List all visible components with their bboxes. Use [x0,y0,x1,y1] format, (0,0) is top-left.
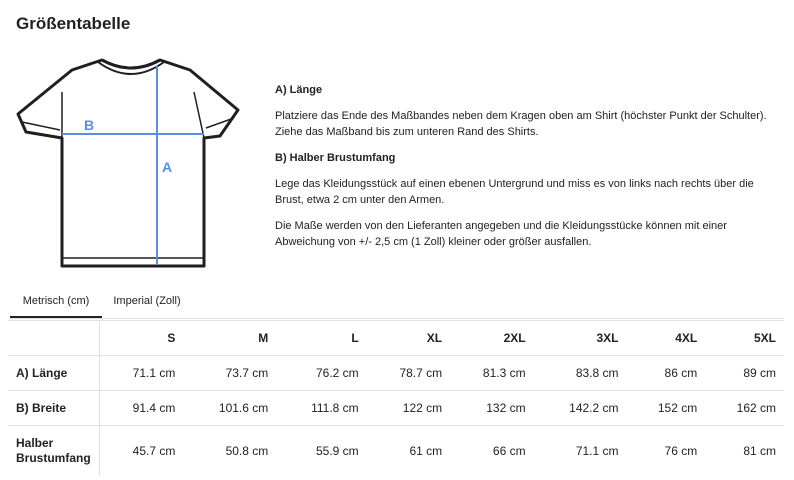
table-cell: 111.8 cm [276,391,366,426]
size-header-s: S [99,321,183,356]
table-cell: 45.7 cm [99,426,183,477]
table-cell: 50.8 cm [183,426,276,477]
table-cell: 132 cm [450,391,533,426]
chest-text: Lege das Kleidungsstück auf einen ebenen Untergrund und miss es von links nach rechts über die Brust, etwa 2 cm unter den Armen. [275,178,754,206]
unit-tabs [10,290,784,319]
size-header-5xl: 5XL [705,321,784,356]
size-header-xl: XL [367,321,450,356]
label-a: A [162,159,173,175]
table-cell: 152 cm [627,391,706,426]
header-corner [8,321,99,356]
table-cell: 73.7 cm [183,356,276,391]
length-text: Platziere das Ende des Maßbandes neben dem Kragen oben am Shirt (höchster Punkt der Schulter). Ziehe das Maßband bis zum unteren Rand des Shirts. [275,110,767,138]
table-cell: 81.3 cm [450,356,533,391]
page-title: Größentabelle [16,14,131,33]
table-cell: 76 cm [627,426,706,477]
table-cell: 78.7 cm [367,356,450,391]
tolerance-note: Die Maße werden von den Lieferanten angegeben und die Kleidungsstücke können mit einer Abweichung von +/- 2,5 cm (1 Zoll) kleiner oder größer ausfallen. [275,220,727,248]
size-table [8,320,784,476]
table-cell: 76.2 cm [276,356,366,391]
size-header-row [8,321,784,356]
row-label: A) Länge [8,356,99,391]
row-label-line1: Halber [16,436,54,450]
table-cell: 162 cm [705,391,784,426]
table-cell: 122 cm [367,391,450,426]
tab-imperial[interactable]: Imperial (Zoll) [113,295,181,307]
table-cell: 71.1 cm [99,356,183,391]
tshirt-diagram [14,52,244,274]
table-cell: 83.8 cm [534,356,627,391]
table-cell: 81 cm [705,426,784,477]
size-header-4xl: 4XL [627,321,706,356]
tab-metric[interactable]: Metrisch (cm) [10,290,102,318]
table-cell: 55.9 cm [276,426,366,477]
size-header-l: L [276,321,366,356]
table-cell: 61 cm [367,426,450,477]
row-label [8,426,99,477]
size-header-2xl: 2XL [450,321,533,356]
table-cell: 71.1 cm [534,426,627,477]
chest-heading: B) Halber Brustumfang [275,152,396,164]
label-b: B [84,117,95,133]
size-header-m: M [183,321,276,356]
table-cell: 91.4 cm [99,391,183,426]
table-cell: 142.2 cm [534,391,627,426]
size-header-3xl: 3XL [534,321,627,356]
row-label: B) Breite [8,391,99,426]
row-label-line2: Brustumfang [16,451,91,465]
length-heading: A) Länge [275,84,323,96]
table-cell: 101.6 cm [183,391,276,426]
table-cell: 89 cm [705,356,784,391]
table-row-half-chest [8,426,784,477]
table-cell: 66 cm [450,426,533,477]
measurement-instructions [275,82,780,260]
table-row-width [8,391,784,426]
table-cell: 86 cm [627,356,706,391]
table-row-length [8,356,784,391]
